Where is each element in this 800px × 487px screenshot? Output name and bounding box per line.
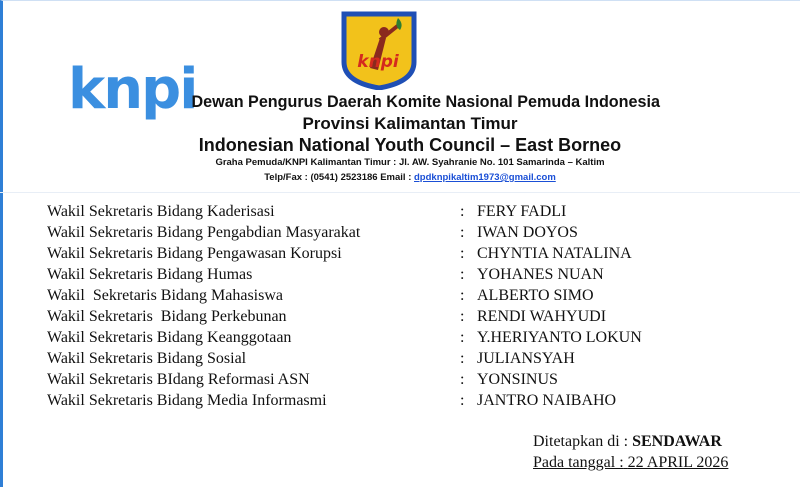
official-name: IWAN DOYOS: [477, 224, 578, 241]
phone-text: Telp/Fax : (0541) 2523186 Email :: [264, 172, 412, 183]
official-name: Y.HERIYANTO LOKUN: [477, 329, 642, 346]
official-name: CHYNTIA NATALINA: [477, 245, 632, 262]
official-name: ALBERTO SIMO: [477, 287, 594, 304]
date-line: [533, 454, 728, 475]
official-role: Wakil Sekretaris Bidang Pengabdian Masyarakat: [47, 224, 361, 241]
official-row: [47, 308, 767, 329]
official-name: RENDI WAHYUDI: [477, 308, 607, 325]
official-name: JANTRO NAIBAHO: [477, 392, 617, 409]
official-name: FERY FADLI: [477, 203, 567, 220]
official-role: Wakil Sekretaris Bidang Mahasiswa: [47, 287, 283, 304]
date-label: Pada tanggal :: [533, 454, 624, 471]
place-value: SENDAWAR: [632, 433, 722, 450]
header-divider: [0, 192, 800, 193]
official-role: Wakil Sekretaris Bidang Perkebunan: [47, 308, 287, 325]
email-link[interactable]: dpdknpikaltim1973@gmail.com: [414, 172, 556, 183]
separator-colon: :: [460, 329, 465, 346]
separator-colon: :: [460, 308, 465, 325]
signature-block: [533, 433, 728, 475]
official-role: Wakil Sekretaris Bidang Media Informasmi: [47, 392, 327, 409]
address: Graha Pemuda/KNPI Kalimantan Timur : Jl. AW. Syahranie No. 101 Samarinda – Kaltim: [215, 157, 605, 168]
official-row: [47, 350, 767, 371]
separator-colon: :: [460, 371, 465, 388]
place-line: [533, 433, 728, 454]
official-row: [47, 392, 767, 413]
official-role: Wakil Sekretaris Bidang Keanggotaan: [47, 329, 292, 346]
separator-colon: :: [460, 245, 465, 262]
officials-list: [47, 203, 767, 413]
province-name: Provinsi Kalimantan Timur: [302, 114, 518, 133]
emblem-text: knpi: [357, 52, 399, 72]
official-row: [47, 245, 767, 266]
official-row: [47, 203, 767, 224]
knpi-emblem-icon: [340, 10, 418, 90]
knpi-logo: knpi: [68, 57, 197, 122]
official-role: Wakil Sekretaris Bidang Sosial: [47, 350, 247, 367]
separator-colon: :: [460, 287, 465, 304]
official-row: [47, 329, 767, 350]
official-name: YONSINUS: [477, 371, 558, 388]
separator-colon: :: [460, 203, 465, 220]
official-role: Wakil Sekretaris BIdang Reformasi ASN: [47, 371, 310, 388]
english-name: Indonesian National Youth Council – East Borneo: [198, 135, 622, 155]
official-row: [47, 371, 767, 392]
date-value: 22 APRIL 2026: [627, 454, 729, 471]
separator-colon: :: [460, 350, 465, 367]
official-role: Wakil Sekretaris Bidang Pengawasan Korupsi: [47, 245, 342, 262]
contact-line: [180, 172, 640, 183]
official-role: Wakil Sekretaris Bidang Humas: [47, 266, 253, 283]
official-row: [47, 266, 767, 287]
separator-colon: :: [460, 392, 465, 409]
org-name: Dewan Pengurus Daerah Komite Nasional Pemuda Indonesia: [191, 92, 660, 111]
official-role: Wakil Sekretaris Bidang Kaderisasi: [47, 203, 275, 220]
separator-colon: :: [460, 266, 465, 283]
place-label: Ditetapkan di :: [533, 433, 629, 450]
official-row: [47, 287, 767, 308]
official-name: JULIANSYAH: [477, 350, 575, 367]
official-name: YOHANES NUAN: [477, 266, 604, 283]
separator-colon: :: [460, 224, 465, 241]
official-row: [47, 224, 767, 245]
